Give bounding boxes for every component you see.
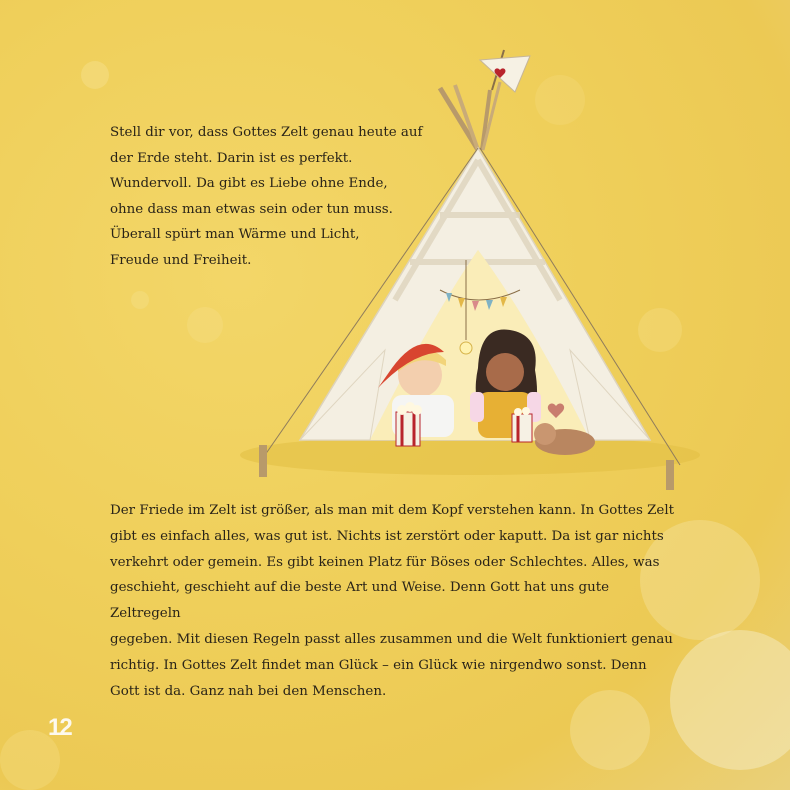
page-number: 12 [48,714,71,741]
main-paragraph: Der Friede im Zelt ist größer, als man mit dem Kopf verstehen kann. In Gottes Zelt gibt es einfach alles, was gut ist. Nichts ist zerstört oder kaputt. Da ist gar nichts verkehrt oder gemein. Es gibt keinen Platz für Böses oder Schlechtes. Alles, was geschieht, geschieht auf die beste Art und Weise. Denn Gott hat uns gute Zeltregeln gegeben. Mit diesen Regeln passt alles zusammen und die Welt funktioniert genau richtig. In Gottes Zelt findet man Glück – ein Glück wie nirgendwo sonst. Denn Gott ist da. Ganz nah bei den Menschen. [110,503,675,699]
intro-paragraph: Stell dir vor, dass Gottes Zelt genau heute auf der Erde steht. Darin ist es perfekt. Wundervoll. Da gibt es Liebe ohne Ende, ohne dass man etwas sein oder tun muss. Überall spürt man Wärme und Licht, Freude und Freiheit. [110,125,423,268]
